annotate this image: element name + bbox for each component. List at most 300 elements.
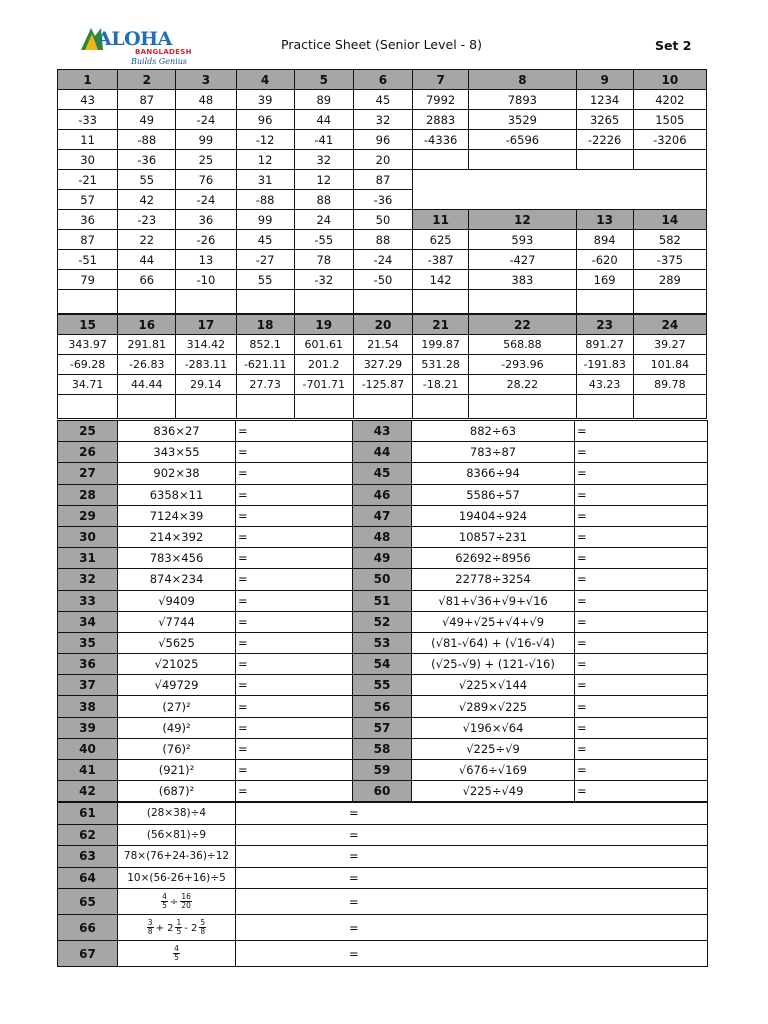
question-expression: 10×(56-26+16)÷5 [118, 867, 236, 889]
answer-cell[interactable]: = [575, 548, 708, 569]
question-number: 16 [118, 315, 176, 335]
table-row [58, 421, 708, 442]
number-cell: 12 [236, 150, 294, 170]
table-row [58, 484, 708, 505]
question-number: 49 [353, 548, 412, 569]
answer-cell[interactable]: = [236, 889, 708, 915]
answer-cell[interactable]: = [236, 675, 353, 696]
number-cell: 289 [633, 270, 706, 290]
answer-cell[interactable]: = [575, 760, 708, 781]
number-cell: 2883 [413, 110, 469, 130]
table-row [58, 611, 708, 632]
number-cell: -41 [294, 130, 353, 150]
answer-cell[interactable] [469, 150, 576, 170]
answer-cell[interactable]: = [575, 654, 708, 675]
question-number: 55 [353, 675, 412, 696]
number-cell: 20 [353, 150, 412, 170]
answer-cell[interactable] [633, 395, 706, 419]
page-title: Practice Sheet (Senior Level - 8) [281, 37, 482, 52]
number-cell: 7992 [413, 90, 469, 110]
number-cell: 34.71 [58, 375, 118, 395]
answer-cell[interactable]: = [575, 442, 708, 463]
table-row [58, 867, 708, 889]
answer-cell[interactable]: = [236, 611, 353, 632]
table-row [58, 781, 708, 802]
number-cell: 36 [176, 210, 236, 230]
answer-cell[interactable]: = [236, 505, 353, 526]
number-cell: 27.73 [236, 375, 294, 395]
fraction [161, 893, 168, 910]
denominator: 8 [200, 927, 206, 936]
number-cell: 101.84 [633, 355, 706, 375]
table-row [58, 110, 707, 130]
number-cell: 343.97 [58, 335, 118, 355]
answer-cell[interactable] [413, 150, 469, 170]
table-row [58, 290, 707, 314]
answer-cell[interactable] [469, 290, 576, 314]
table-row [58, 210, 707, 230]
fraction [173, 945, 180, 962]
table-row [58, 941, 708, 967]
number-cell: 96 [353, 130, 412, 150]
number-cell: -4336 [413, 130, 469, 150]
number-cell: -283.11 [176, 355, 236, 375]
question-expression: √225÷√49 [412, 781, 575, 802]
table-row [58, 526, 708, 547]
question-number: 47 [353, 505, 412, 526]
number-cell: -375 [633, 250, 706, 270]
question-number: 43 [353, 421, 412, 442]
fraction [180, 893, 192, 910]
answer-cell[interactable] [118, 395, 176, 419]
answer-cell[interactable]: = [236, 867, 708, 889]
question-number: 51 [353, 590, 412, 611]
aloha-logo [79, 24, 199, 68]
table-row [58, 270, 707, 290]
fraction [175, 919, 182, 936]
denominator: 5 [162, 901, 167, 910]
logo-tagline: Builds Genius [131, 57, 188, 66]
answer-cell[interactable]: = [236, 654, 353, 675]
number-cell: -10 [176, 270, 236, 290]
number-cell: -32 [294, 270, 353, 290]
number-cell: 39.27 [633, 335, 706, 355]
number-cell: 99 [176, 130, 236, 150]
table-row [58, 442, 708, 463]
denominator: 8 [147, 927, 153, 936]
question-expression: (√81-√64) + (√16-√4) [412, 632, 575, 653]
answer-cell[interactable]: = [236, 941, 708, 967]
number-cell: 1505 [633, 110, 706, 130]
answer-cell[interactable]: = [575, 717, 708, 738]
number-cell: 29.14 [176, 375, 236, 395]
answer-cell[interactable]: = [575, 421, 708, 442]
question-expression: 343×55 [118, 442, 236, 463]
number-cell: 89 [294, 90, 353, 110]
question-number: 44 [353, 442, 412, 463]
number-cell: 87 [353, 170, 412, 190]
addition-table-1 [57, 69, 707, 314]
number-cell: -701.71 [294, 375, 353, 395]
answer-cell[interactable] [294, 395, 353, 419]
number-cell: 39 [236, 90, 294, 110]
answer-cell[interactable]: = [236, 915, 708, 941]
table-row [58, 130, 707, 150]
table-row [58, 632, 708, 653]
table-row [58, 889, 708, 915]
answer-cell[interactable] [353, 290, 412, 314]
number-cell: 42 [118, 190, 176, 210]
number-cell: 31 [236, 170, 294, 190]
question-number: 15 [58, 315, 118, 335]
number-cell: -18.21 [413, 375, 469, 395]
question-expression [118, 915, 236, 941]
answer-cell[interactable]: = [575, 505, 708, 526]
number-cell: 142 [413, 270, 469, 290]
question-expression: 902×38 [118, 463, 236, 484]
question-number: 34 [58, 611, 118, 632]
number-cell: 78 [294, 250, 353, 270]
answer-cell[interactable] [176, 290, 236, 314]
answer-cell[interactable] [576, 395, 633, 419]
table-row [58, 355, 707, 375]
answer-cell[interactable]: = [575, 632, 708, 653]
answer-cell[interactable] [413, 395, 469, 419]
number-cell: 201.2 [294, 355, 353, 375]
table-row [58, 250, 707, 270]
number-cell: -24 [353, 250, 412, 270]
table-row [58, 170, 707, 190]
table-row [58, 696, 708, 717]
question-number: 27 [58, 463, 118, 484]
answer-cell[interactable]: = [236, 442, 353, 463]
number-cell: -55 [294, 230, 353, 250]
answer-cell[interactable]: = [575, 526, 708, 547]
answer-cell[interactable] [413, 290, 469, 314]
number-cell: 79 [58, 270, 118, 290]
question-expression: 78×(76+24-36)÷12 [118, 846, 236, 868]
number-cell: -427 [469, 250, 576, 270]
answer-cell[interactable] [469, 395, 576, 419]
question-expression: (28×38)÷4 [118, 803, 236, 825]
question-number: 40 [58, 738, 118, 759]
number-cell: -21 [58, 170, 118, 190]
number-cell: 87 [58, 230, 118, 250]
question-number: 64 [58, 867, 118, 889]
answer-cell[interactable]: = [236, 696, 353, 717]
question-number: 11 [413, 210, 469, 230]
question-expression: √676÷√169 [412, 760, 575, 781]
number-cell: 169 [576, 270, 633, 290]
table-row [58, 90, 707, 110]
denominator: 5 [174, 953, 179, 962]
number-cell: 45 [236, 230, 294, 250]
question-number: 58 [353, 738, 412, 759]
number-cell: 87 [118, 90, 176, 110]
number-cell: -50 [353, 270, 412, 290]
question-number: 60 [353, 781, 412, 802]
question-number: 14 [633, 210, 706, 230]
question-expression: (921)² [118, 760, 236, 781]
number-cell: -51 [58, 250, 118, 270]
table-row [58, 915, 708, 941]
answer-cell[interactable] [118, 290, 176, 314]
question-number: 38 [58, 696, 118, 717]
number-cell: 383 [469, 270, 576, 290]
table-row [58, 569, 708, 590]
blank-area [413, 170, 707, 210]
table-row [58, 760, 708, 781]
answer-cell[interactable] [633, 290, 706, 314]
denominator: 5 [176, 927, 182, 936]
numerator: 16 [181, 892, 191, 901]
answer-cell[interactable]: = [575, 611, 708, 632]
answer-cell[interactable]: = [575, 781, 708, 802]
answer-cell[interactable] [294, 290, 353, 314]
page-header [57, 20, 707, 68]
number-cell: 44.44 [118, 375, 176, 395]
number-cell: 4202 [633, 90, 706, 110]
number-cell: 894 [576, 230, 633, 250]
number-cell: 24 [294, 210, 353, 230]
number-cell: -12 [236, 130, 294, 150]
question-number: 20 [353, 315, 412, 335]
question-number: 5 [294, 70, 353, 90]
question-number: 10 [633, 70, 706, 90]
question-expression: √49729 [118, 675, 236, 696]
question-number: 22 [469, 315, 576, 335]
number-cell: 28.22 [469, 375, 576, 395]
number-cell: 99 [236, 210, 294, 230]
number-cell: -191.83 [576, 355, 633, 375]
table-row [58, 395, 707, 419]
number-cell: 55 [118, 170, 176, 190]
answer-cell[interactable] [633, 150, 706, 170]
denominator: 20 [181, 901, 191, 910]
answer-cell[interactable]: = [236, 548, 353, 569]
number-cell: 88 [294, 190, 353, 210]
number-cell: 199.87 [413, 335, 469, 355]
question-number: 4 [236, 70, 294, 90]
number-cell: 96 [236, 110, 294, 130]
question-number: 52 [353, 611, 412, 632]
numerator: 3 [147, 918, 153, 927]
numerator: 4 [174, 944, 179, 953]
number-cell: 593 [469, 230, 576, 250]
table-row [58, 230, 707, 250]
number-cell: 25 [176, 150, 236, 170]
answer-cell[interactable]: = [575, 484, 708, 505]
question-number: 31 [58, 548, 118, 569]
answer-cell[interactable] [176, 395, 236, 419]
number-cell: -33 [58, 110, 118, 130]
question-expression: √5625 [118, 632, 236, 653]
answer-cell[interactable]: = [236, 824, 708, 846]
question-number: 46 [353, 484, 412, 505]
number-cell: 49 [118, 110, 176, 130]
answer-cell[interactable] [236, 395, 294, 419]
question-expression: 783×456 [118, 548, 236, 569]
number-cell: 13 [176, 250, 236, 270]
number-cell: 601.61 [294, 335, 353, 355]
answer-cell[interactable]: = [236, 738, 353, 759]
number-cell: -293.96 [469, 355, 576, 375]
question-expression: √21025 [118, 654, 236, 675]
answer-cell[interactable]: = [575, 463, 708, 484]
question-expression: (49)² [118, 717, 236, 738]
answer-cell[interactable]: = [236, 526, 353, 547]
question-number: 61 [58, 803, 118, 825]
number-cell: -26.83 [118, 355, 176, 375]
operator: + 2 [155, 923, 174, 934]
number-cell: -620 [576, 250, 633, 270]
question-number: 42 [58, 781, 118, 802]
decimal-table [57, 314, 707, 419]
question-expression: √49+√25+√4+√9 [412, 611, 575, 632]
question-expression [118, 941, 236, 967]
number-cell: 36 [58, 210, 118, 230]
number-cell: 22 [118, 230, 176, 250]
answer-cell[interactable] [576, 150, 633, 170]
number-cell: -36 [118, 150, 176, 170]
question-number: 30 [58, 526, 118, 547]
table-row [58, 803, 708, 825]
question-expression [118, 889, 236, 915]
fraction [147, 919, 154, 936]
question-expression: 10857÷231 [412, 526, 575, 547]
number-cell: 568.88 [469, 335, 576, 355]
answer-cell[interactable]: = [236, 781, 353, 802]
number-cell: 582 [633, 230, 706, 250]
table-row [58, 846, 708, 868]
answer-cell[interactable]: = [575, 738, 708, 759]
question-expression: √9409 [118, 590, 236, 611]
number-cell: -3206 [633, 130, 706, 150]
numerator: 4 [162, 892, 167, 901]
question-number: 36 [58, 654, 118, 675]
answer-cell[interactable]: = [236, 421, 353, 442]
table-row [58, 738, 708, 759]
question-number: 23 [576, 315, 633, 335]
question-number: 48 [353, 526, 412, 547]
question-number: 54 [353, 654, 412, 675]
answer-cell[interactable]: = [236, 717, 353, 738]
question-expression: 5586÷57 [412, 484, 575, 505]
question-number: 66 [58, 915, 118, 941]
question-expression: 22778÷3254 [412, 569, 575, 590]
answer-cell[interactable]: = [236, 463, 353, 484]
question-number: 57 [353, 717, 412, 738]
numerator: 1 [176, 918, 182, 927]
set-label: Set 2 [655, 38, 692, 53]
answer-cell[interactable]: = [236, 760, 353, 781]
question-number: 18 [236, 315, 294, 335]
number-cell: 3529 [469, 110, 576, 130]
answer-cell[interactable]: = [236, 484, 353, 505]
question-expression: 882÷63 [412, 421, 575, 442]
answer-cell[interactable]: = [575, 696, 708, 717]
question-number: 3 [176, 70, 236, 90]
number-cell: 32 [294, 150, 353, 170]
answer-cell[interactable] [576, 290, 633, 314]
number-cell: -36 [353, 190, 412, 210]
answer-cell[interactable]: = [236, 590, 353, 611]
number-cell: -621.11 [236, 355, 294, 375]
answer-cell[interactable]: = [236, 803, 708, 825]
question-expression: (56×81)÷9 [118, 824, 236, 846]
number-cell: -24 [176, 190, 236, 210]
table-row [58, 548, 708, 569]
number-cell: -2226 [576, 130, 633, 150]
question-number: 39 [58, 717, 118, 738]
number-cell: 291.81 [118, 335, 176, 355]
number-cell: 57 [58, 190, 118, 210]
question-number: 24 [633, 315, 706, 335]
number-cell: -125.87 [353, 375, 412, 395]
answer-cell[interactable] [58, 395, 118, 419]
question-number: 28 [58, 484, 118, 505]
question-expression: (27)² [118, 696, 236, 717]
question-number: 62 [58, 824, 118, 846]
number-cell: 89.78 [633, 375, 706, 395]
number-cell: 44 [118, 250, 176, 270]
number-cell: -6596 [469, 130, 576, 150]
number-cell: 55 [236, 270, 294, 290]
operator: - 2 [184, 923, 198, 934]
answer-cell[interactable] [353, 395, 412, 419]
answer-cell[interactable]: = [236, 846, 708, 868]
number-cell: 43.23 [576, 375, 633, 395]
answer-cell[interactable] [236, 290, 294, 314]
answer-cell[interactable]: = [575, 675, 708, 696]
table-row [58, 70, 707, 90]
question-expression: 19404÷924 [412, 505, 575, 526]
question-number: 50 [353, 569, 412, 590]
question-expression: 836×27 [118, 421, 236, 442]
operator: ÷ [169, 897, 179, 908]
number-cell: -24 [176, 110, 236, 130]
table-row [58, 315, 707, 335]
number-cell: 76 [176, 170, 236, 190]
question-expression: 7124×39 [118, 505, 236, 526]
question-number: 13 [576, 210, 633, 230]
question-expression: 62692÷8956 [412, 548, 575, 569]
question-number: 37 [58, 675, 118, 696]
number-cell: 327.29 [353, 355, 412, 375]
question-number: 21 [413, 315, 469, 335]
number-cell: 50 [353, 210, 412, 230]
number-cell: 44 [294, 110, 353, 130]
answer-cell[interactable]: = [575, 569, 708, 590]
question-expression: 214×392 [118, 526, 236, 547]
table-row [58, 150, 707, 170]
question-expression: 783÷87 [412, 442, 575, 463]
number-cell: 891.27 [576, 335, 633, 355]
number-cell: 314.42 [176, 335, 236, 355]
answer-cell[interactable]: = [575, 590, 708, 611]
question-number: 53 [353, 632, 412, 653]
numerator: 5 [200, 918, 206, 927]
table-row [58, 335, 707, 355]
number-cell: 30 [58, 150, 118, 170]
answer-cell[interactable]: = [236, 632, 353, 653]
question-number: 65 [58, 889, 118, 915]
question-expression: 874×234 [118, 569, 236, 590]
answer-cell[interactable]: = [236, 569, 353, 590]
question-expression: 6358×11 [118, 484, 236, 505]
question-number: 63 [58, 846, 118, 868]
answer-cell[interactable] [58, 290, 118, 314]
